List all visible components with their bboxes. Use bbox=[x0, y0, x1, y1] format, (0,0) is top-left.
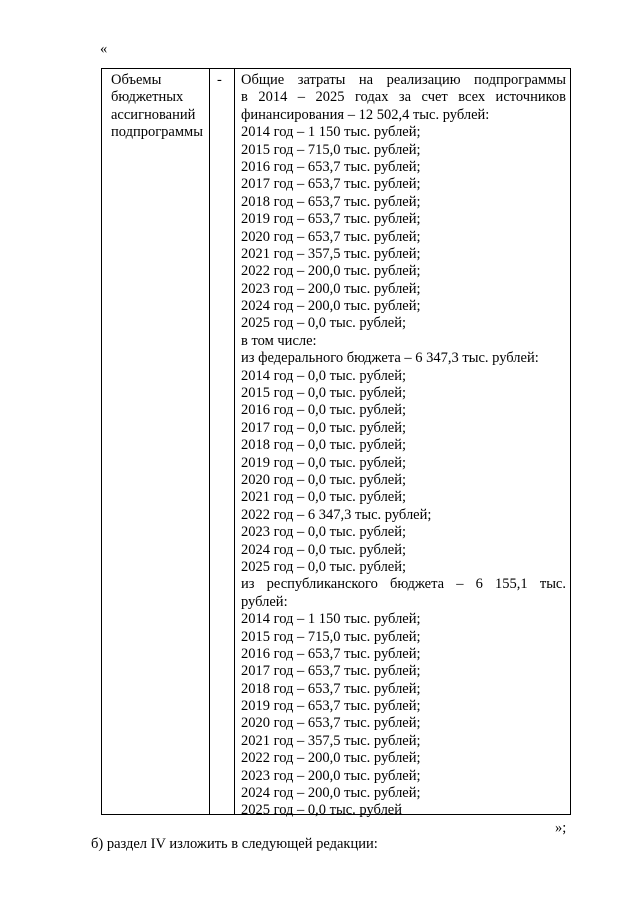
including-label: в том числе: bbox=[241, 332, 317, 349]
republic-budget-header: рублей: bbox=[241, 593, 288, 610]
republic-year-line: 2015 год – 715,0 тыс. рублей; bbox=[241, 628, 421, 645]
federal-year-line: 2014 год – 0,0 тыс. рублей; bbox=[241, 367, 407, 384]
federal-budget-header: из федерального бюджета – 6 347,3 тыс. рублей: bbox=[241, 350, 539, 367]
table-dash-cell: - bbox=[217, 72, 222, 88]
total-year-line: 2015 год – 715,0 тыс. рублей; bbox=[241, 141, 421, 158]
total-year-line: 2019 год – 653,7 тыс. рублей; bbox=[241, 211, 421, 228]
total-year-line: 2021 год – 357,5 тыс. рублей; bbox=[241, 245, 421, 262]
label-line: ассигнований bbox=[111, 106, 196, 123]
table-content-cell bbox=[241, 72, 566, 820]
total-year-line: 2017 год – 653,7 тыс. рублей; bbox=[241, 176, 421, 193]
republic-year-line: 2023 год – 200,0 тыс. рублей; bbox=[241, 767, 421, 784]
total-year-line: 2016 год – 653,7 тыс. рублей; bbox=[241, 158, 421, 175]
republic-year-line: 2024 год – 200,0 тыс. рублей; bbox=[241, 785, 421, 802]
republic-year-line: 2022 год – 200,0 тыс. рублей; bbox=[241, 750, 421, 767]
federal-year-line: 2017 год – 0,0 тыс. рублей; bbox=[241, 419, 407, 436]
republic-year-line: 2014 год – 1 150 тыс. рублей; bbox=[241, 611, 421, 628]
republic-year-line: 2019 год – 653,7 тыс. рублей; bbox=[241, 698, 421, 715]
total-year-line: 2023 год – 200,0 тыс. рублей; bbox=[241, 280, 421, 297]
federal-year-line: 2015 год – 0,0 тыс. рублей; bbox=[241, 385, 407, 402]
column-divider-1 bbox=[209, 69, 210, 814]
intro-line: в 2014 – 2025 годах за счет всех источников bbox=[241, 89, 566, 106]
federal-year-line: 2023 год – 0,0 тыс. рублей; bbox=[241, 524, 407, 541]
federal-year-line: 2025 год – 0,0 тыс. рублей; bbox=[241, 558, 407, 575]
table-label-cell bbox=[111, 72, 207, 142]
total-year-line: 2014 год – 1 150 тыс. рублей; bbox=[241, 124, 421, 141]
budget-table bbox=[101, 68, 571, 819]
federal-year-line: 2024 год – 0,0 тыс. рублей; bbox=[241, 541, 407, 558]
republic-year-line: 2018 год – 653,7 тыс. рублей; bbox=[241, 680, 421, 697]
intro-line: финансирования – 12 502,4 тыс. рублей: bbox=[241, 106, 490, 123]
federal-year-line: 2018 год – 0,0 тыс. рублей; bbox=[241, 437, 407, 454]
label-line: бюджетных bbox=[111, 89, 184, 106]
federal-year-line: 2016 год – 0,0 тыс. рублей; bbox=[241, 402, 407, 419]
federal-year-line: 2022 год – 6 347,3 тыс. рублей; bbox=[241, 506, 432, 523]
closing-quote-mark: »; bbox=[555, 820, 567, 836]
section-instruction: б) раздел IV изложить в следующей редакции: bbox=[91, 836, 378, 852]
total-year-line: 2018 год – 653,7 тыс. рублей; bbox=[241, 193, 421, 210]
intro-line: Общие затраты на реализацию подпрограммы bbox=[241, 72, 566, 88]
federal-year-line: 2020 год – 0,0 тыс. рублей; bbox=[241, 471, 407, 488]
total-year-line: 2020 год – 653,7 тыс. рублей; bbox=[241, 228, 421, 245]
republic-year-line: 2021 год – 357,5 тыс. рублей; bbox=[241, 732, 421, 749]
federal-year-line: 2019 год – 0,0 тыс. рублей; bbox=[241, 454, 407, 471]
republic-year-line: 2020 год – 653,7 тыс. рублей; bbox=[241, 715, 421, 732]
federal-year-line: 2021 год – 0,0 тыс. рублей; bbox=[241, 489, 407, 506]
label-line: подпрограммы bbox=[111, 124, 203, 141]
label-line: Объемы bbox=[111, 72, 162, 88]
total-year-line: 2025 год – 0,0 тыс. рублей; bbox=[241, 315, 407, 332]
republic-year-line: 2017 год – 653,7 тыс. рублей; bbox=[241, 663, 421, 680]
total-year-line: 2024 год – 200,0 тыс. рублей; bbox=[241, 298, 421, 315]
republic-year-line: 2016 год – 653,7 тыс. рублей; bbox=[241, 645, 421, 662]
total-year-line: 2022 год – 200,0 тыс. рублей; bbox=[241, 263, 421, 280]
column-divider-2 bbox=[234, 69, 235, 814]
republic-budget-header: из республиканского бюджета – 6 155,1 тыс. bbox=[241, 576, 566, 593]
opening-quote-mark: « bbox=[100, 41, 108, 57]
republic-year-line: 2025 год – 0,0 тыс. рублей bbox=[241, 802, 403, 819]
